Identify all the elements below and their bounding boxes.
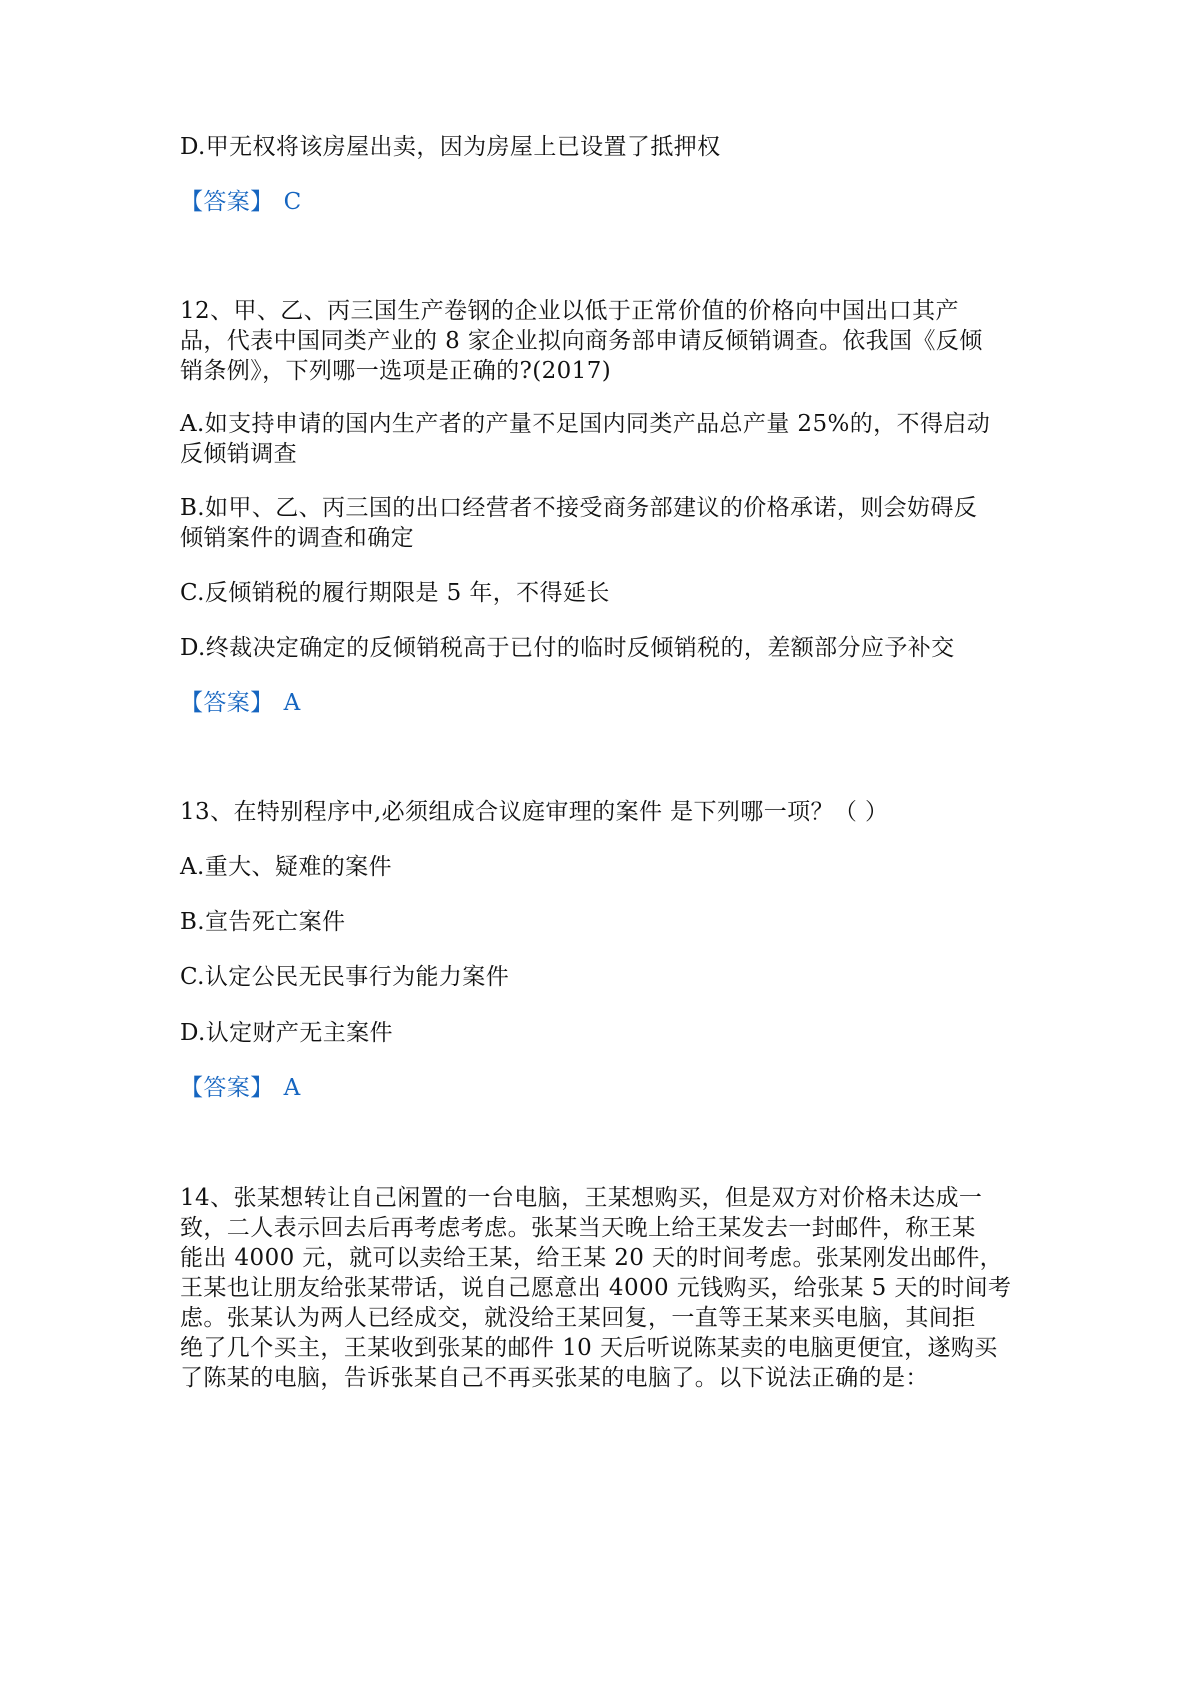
q14-stem-line-2: 致，二人表示回去后再考虑考虑。张某当天晚上给王某发去一封邮件，称王某: [180, 1215, 976, 1241]
q12-answer-value: A: [283, 690, 301, 716]
q14-stem-line-6: 绝了几个买主，王某收到张某的邮件 10 天后听说陈某卖的电脑更便宜，遂购买: [180, 1335, 998, 1361]
q14-stem-line-3: 能出 4000 元，就可以卖给王某，给王某 20 天的时间考虑。张某刚发出邮件，: [180, 1245, 1004, 1271]
q11-option-d: D.甲无权将该房屋出卖，因为房屋上已设置了抵押权: [180, 134, 721, 160]
q11-answer: [180, 187, 1020, 217]
q13-answer: [180, 1073, 1020, 1103]
q14-stem-line-7: 了陈某的电脑，告诉张某自己不再买张某的电脑了。以下说法正确的是：: [180, 1365, 929, 1391]
q11-answer-value: C: [283, 189, 302, 215]
q12-option-a-line-1: A.如支持申请的国内生产者的产量不足国内同类产品总产量 25%的，不得启动: [180, 411, 991, 437]
q12-stem-line-2: 品，代表中国同类产业的 8 家企业拟向商务部申请反倾销调查。依我国《反倾: [180, 328, 983, 354]
q11-answer-label: 【答案】: [180, 189, 274, 215]
q12-stem-line-1: 12、甲、乙、丙三国生产卷钢的企业以低于正常价值的价格向中国出口其产: [180, 298, 959, 324]
q12-option-c: C.反倾销税的履行期限是 5 年，不得延长: [180, 580, 610, 606]
q12-option-b-line-1: B.如甲、乙、丙三国的出口经营者不接受商务部建议的价格承诺，则会妨碍反: [180, 495, 978, 521]
q12-answer-label: 【答案】: [180, 690, 274, 716]
q12-option-d: D.终裁决定确定的反倾销税高于已付的临时反倾销税的，差额部分应予补交: [180, 635, 955, 661]
q14-stem-line-4: 王某也让朋友给张某带话，说自己愿意出 4000 元钱购买，给张某 5 天的时间考: [180, 1275, 1012, 1301]
q12-answer: [180, 688, 1020, 718]
q14-stem-line-5: 虑。张某认为两人已经成交，就没给王某回复，一直等王某来买电脑，其间拒: [180, 1305, 976, 1331]
q12-stem-line-3: 销条例》，下列哪一选项是正确的?(2017): [180, 358, 612, 384]
q13-option-b: B.宣告死亡案件: [180, 909, 346, 935]
q13-answer-label: 【答案】: [180, 1075, 274, 1101]
q13-option-c: C.认定公民无民事行为能力案件: [180, 964, 510, 990]
q14-stem-line-1: 14、张某想转让自己闲置的一台电脑，王某想购买，但是双方对价格未达成一: [180, 1185, 983, 1211]
q13-option-a: A.重大、疑难的案件: [180, 854, 392, 880]
q12-option-b-line-2: 倾销案件的调查和确定: [180, 525, 414, 551]
q13-option-d: D.认定财产无主案件: [180, 1020, 393, 1046]
q13-answer-value: A: [283, 1075, 301, 1101]
q13-stem: 13、在特别程序中,必须组成合议庭审理的案件 是下列哪一项？（ ）: [180, 799, 889, 825]
q12-option-a-line-2: 反倾销调查: [180, 441, 297, 467]
